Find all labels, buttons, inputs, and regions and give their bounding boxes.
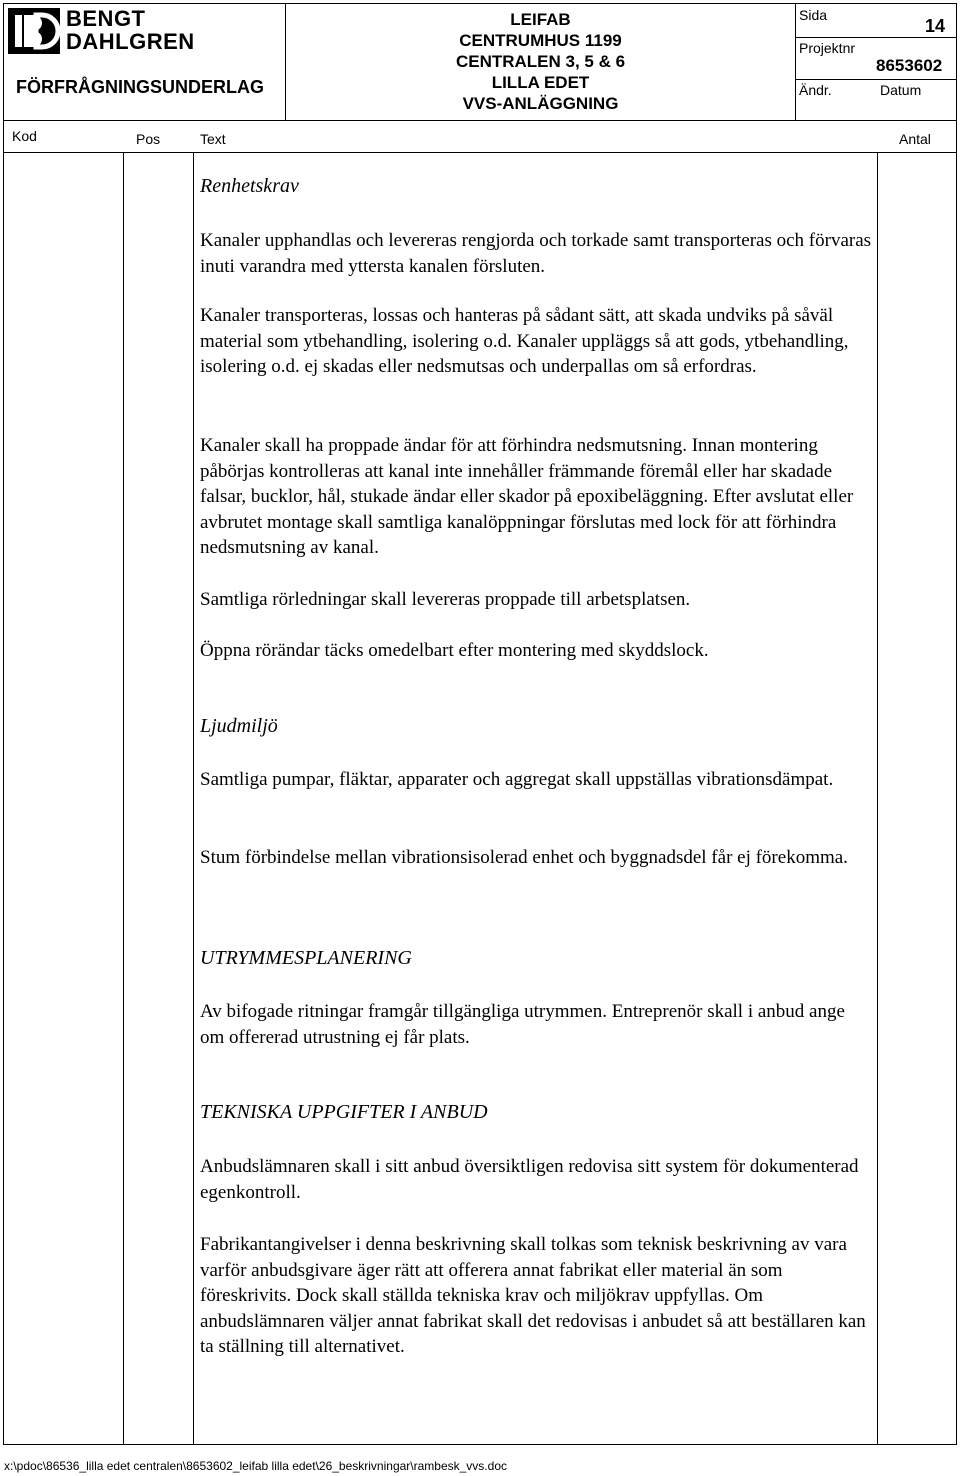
document-type: FÖRFRÅGNINGSUNDERLAG xyxy=(16,77,264,97)
logo-line-2: DAHLGREN xyxy=(66,29,195,54)
heading-tekniska-uppgifter: TEKNISKA UPPGIFTER I ANBUD xyxy=(200,1101,488,1123)
paragraph-4: Samtliga rörledningar skall levereras proppade till arbetsplatsen. xyxy=(200,589,691,610)
columns-bottom xyxy=(3,152,957,153)
column-header-kod: Kod xyxy=(12,128,37,144)
bd-monogram-icon xyxy=(8,8,60,54)
paragraph-10: Fabrikantangivelser i denna beskrivning skall tolkas som teknisk beskrivning av vara varför anbudsgivare äger rätt att offerera annat fabrikat eller material än som föreskrivits. Dock skall ställda tekniska krav och miljökrav uppfyllas. Om anbudslämnaren väljer annat fabrikat skall det redovisas i anbudet så att beställaren kan ta ställning till alternativet. xyxy=(200,1234,866,1358)
projektnr-label: Projektnr xyxy=(799,40,856,56)
frame-left xyxy=(3,3,4,1445)
paragraph-7: Stum förbindelse mellan vibrationsisolerad enhet och byggnadsdel får ej förekomma. xyxy=(200,847,848,868)
paragraph-8: Av bifogade ritningar framgår tillgängliga utrymmen. Entreprenör skall i anbud ange om offererad utrustning ej får plats. xyxy=(200,1001,845,1048)
frame-top xyxy=(3,3,957,4)
footer-file-path: x:\pdoc\86536_lilla edet centralen\8653602_leifab lilla edet\26_beskrivningar\rambesk_vvs.doc xyxy=(4,1459,507,1473)
heading-ljudmiljo: Ljudmiljö xyxy=(200,715,278,737)
col-divider-pos xyxy=(193,152,194,1445)
sida-label: Sida xyxy=(799,7,828,23)
projektnr-value: 8653602 xyxy=(876,56,943,75)
company-logo xyxy=(8,8,208,56)
column-header-text: Text xyxy=(200,131,226,147)
logo-line-1: BENGT xyxy=(66,6,146,31)
header-right-h2 xyxy=(795,79,957,80)
heading-utrymmesplanering: UTRYMMESPLANERING xyxy=(200,947,412,969)
sida-value: 14 xyxy=(925,16,946,36)
frame-right xyxy=(956,3,957,1445)
header-divider-2 xyxy=(795,3,796,120)
paragraph-9: Anbudslämnaren skall i sitt anbud översiktligen redovisa sitt system för dokumenterad egenkontroll. xyxy=(200,1156,859,1203)
paragraph-5: Öppna rörändar täcks omedelbart efter montering med skyddslock. xyxy=(200,640,709,661)
title-line-4: LILLA EDET xyxy=(491,73,590,92)
project-title xyxy=(286,9,795,114)
column-header-antal: Antal xyxy=(899,131,931,147)
title-line-1: LEIFAB xyxy=(510,10,571,29)
column-header-pos: Pos xyxy=(136,131,161,147)
paragraph-6: Samtliga pumpar, fläktar, apparater och aggregat skall uppställas vibrationsdämpat. xyxy=(200,769,834,790)
paragraph-3: Kanaler skall ha proppade ändar för att förhindra nedsmutsning. Innan montering påbörjas kontrolleras att kanal inte innehåller främmande föremål eller har skadade falsar, bucklor, hål, stukade ändar eller skador på epoxibeläggning. Efter avslutat eller avbrutet montage skall samtliga kanalöppningar förslutas med lock för att förhindra nedsmutsning av kanal. xyxy=(200,435,854,559)
col-divider-antal xyxy=(877,152,878,1445)
andr-label: Ändr. xyxy=(799,82,832,98)
title-line-2: CENTRUMHUS 1199 xyxy=(459,31,622,50)
title-line-3: CENTRALEN 3, 5 & 6 xyxy=(455,52,626,71)
col-divider-kod xyxy=(123,152,124,1445)
frame-bottom xyxy=(3,1444,957,1445)
heading-renhetskrav: Renhetskrav xyxy=(200,175,299,197)
paragraph-1: Kanaler upphandlas och levereras rengjorda och torkade samt transporteras och förvaras inuti varandra med yttersta kanalen försluten. xyxy=(200,230,872,277)
datum-label: Datum xyxy=(880,82,922,98)
header-bottom xyxy=(3,120,957,121)
title-line-5: VVS-ANLÄGGNING xyxy=(462,94,619,113)
header-right-h1 xyxy=(795,37,957,38)
paragraph-2: Kanaler transporteras, lossas och hanteras på sådant sätt, att skada undviks på såväl material som ytbehandling, isolering o.d. Kanaler uppläggs så att gods, ytbehandling, isolering o.d. ej skadas eller nedsmutsas och underpallas om så erfordras. xyxy=(200,305,849,378)
